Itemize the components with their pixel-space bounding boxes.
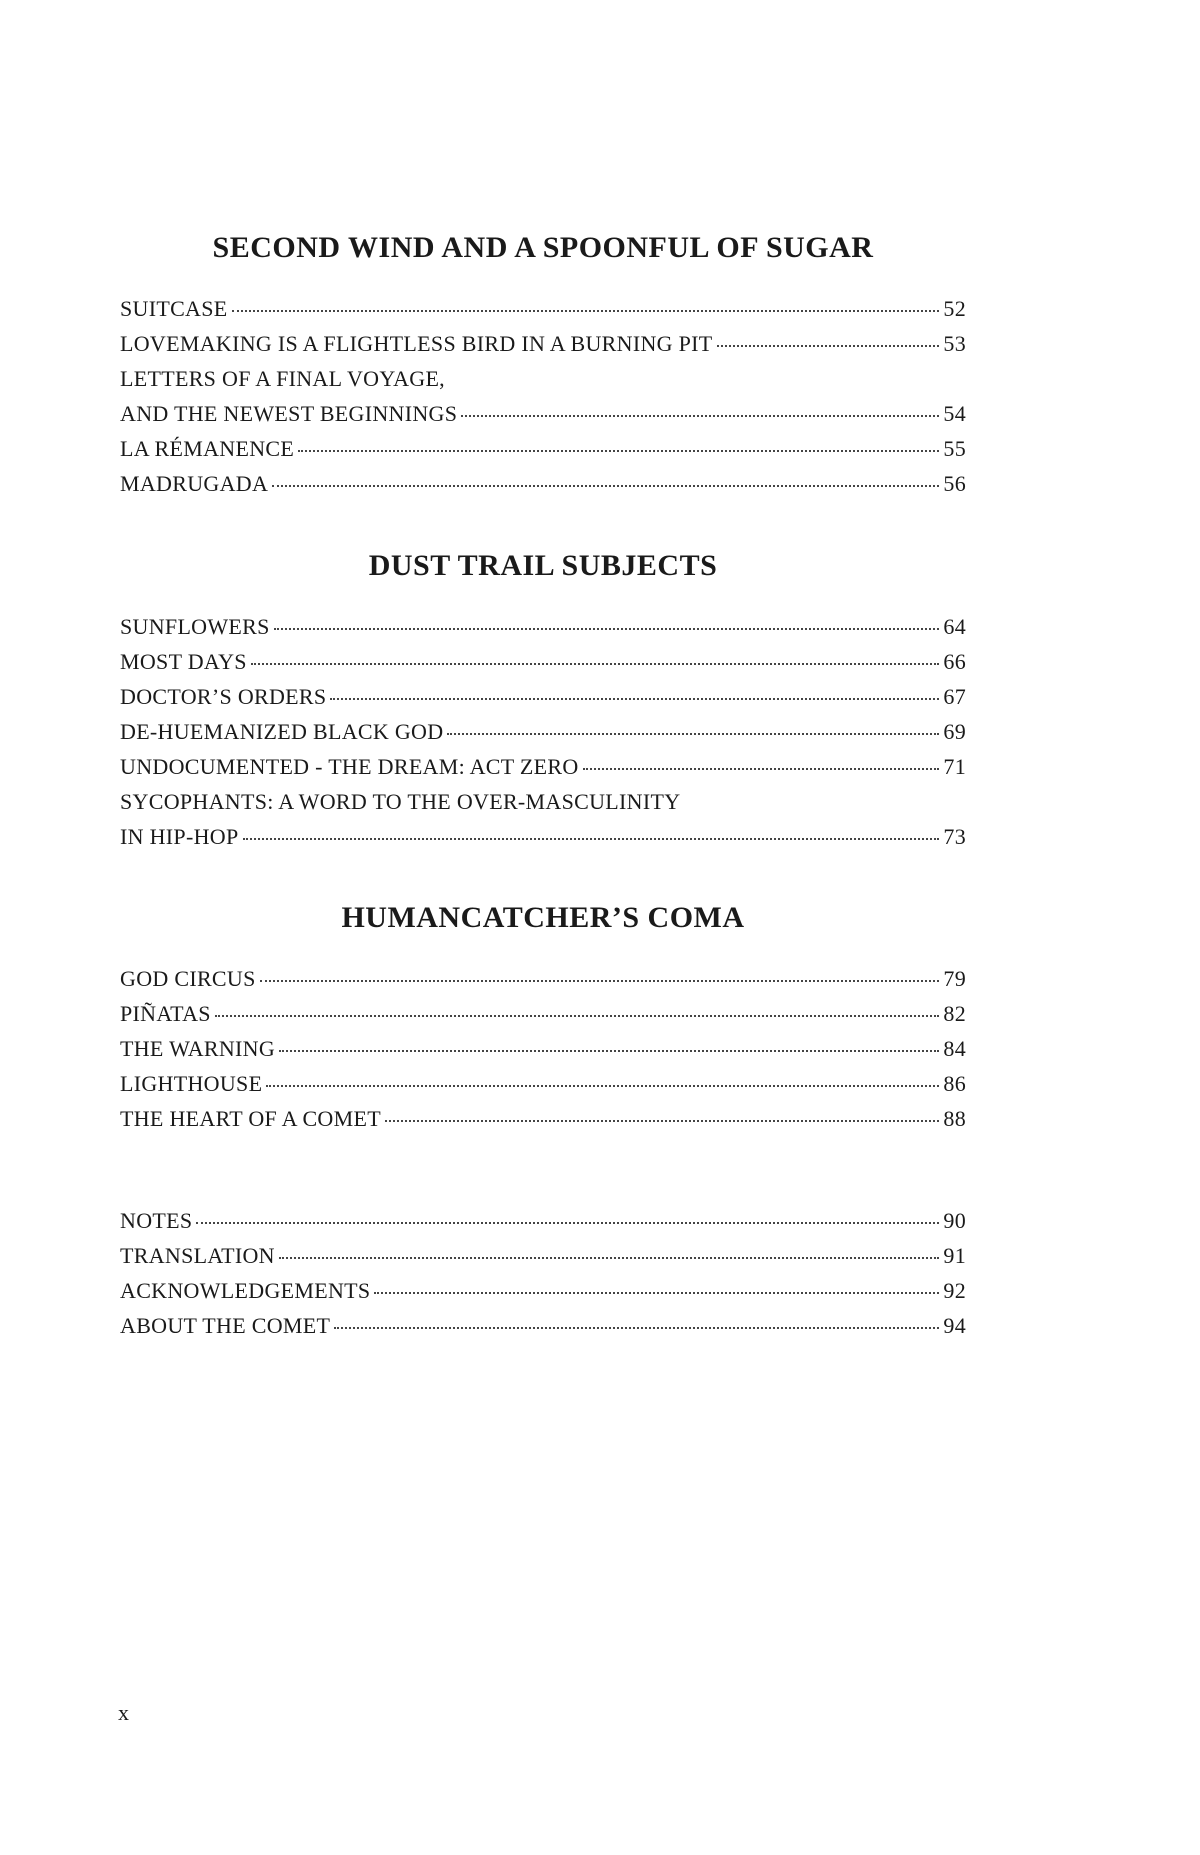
dot-leader <box>717 344 940 347</box>
page-number-footer: x <box>118 1700 129 1725</box>
entry-title: SUITCASE <box>120 296 228 321</box>
section-title: SECOND WIND AND A SPOONFUL OF SUGAR <box>212 231 874 264</box>
toc-section-dust-trail <box>120 548 966 859</box>
dot-leader <box>684 804 962 805</box>
toc-entry[interactable] <box>120 719 966 754</box>
entry-page-number: 64 <box>943 614 966 639</box>
toc-entry[interactable] <box>120 331 966 366</box>
entry-title: THE WARNING <box>120 1036 276 1061</box>
dot-leader <box>274 627 940 630</box>
toc-entry[interactable] <box>120 1036 966 1071</box>
toc-entry[interactable] <box>120 649 966 684</box>
entry-page-number: 86 <box>943 1071 966 1096</box>
toc-section-humancatcher <box>120 900 966 1141</box>
entry-title: UNDOCUMENTED - THE DREAM: ACT ZERO <box>120 754 579 779</box>
entry-title: LETTERS OF A FINAL VOYAGE, <box>120 366 445 391</box>
dot-leader <box>334 1326 939 1329</box>
entry-page-number: 71 <box>943 754 966 779</box>
dot-leader <box>374 1291 939 1294</box>
toc-entry[interactable] <box>120 1243 966 1278</box>
dot-leader <box>196 1221 939 1224</box>
toc-entry[interactable] <box>120 824 966 859</box>
entry-title: SYCOPHANTS: A WORD TO THE OVER-MASCULINITY <box>120 789 681 814</box>
toc-entry-list <box>120 966 966 1141</box>
dot-leader <box>243 837 940 840</box>
entry-title: MOST DAYS <box>120 649 247 674</box>
entry-title: GOD CIRCUS <box>120 966 256 991</box>
entry-title: LOVEMAKING IS A FLIGHTLESS BIRD IN A BURNING PIT <box>120 331 713 356</box>
dot-leader <box>298 449 939 452</box>
dot-leader <box>279 1256 940 1259</box>
entry-page-number: 91 <box>943 1243 966 1268</box>
toc-entry[interactable] <box>120 1001 966 1036</box>
toc-section-second-wind <box>120 230 966 506</box>
dot-leader <box>385 1119 939 1122</box>
entry-page-number: 82 <box>943 1001 966 1026</box>
toc-entry[interactable] <box>120 1071 966 1106</box>
dot-leader <box>279 1049 939 1052</box>
dot-leader <box>266 1084 939 1087</box>
toc-entry[interactable] <box>120 1106 966 1141</box>
entry-page-number: 56 <box>943 471 966 496</box>
toc-entry[interactable] <box>120 401 966 436</box>
dot-leader <box>583 767 940 770</box>
entry-title: DE-HUEMANIZED BLACK GOD <box>120 719 444 744</box>
dot-leader <box>260 979 940 982</box>
toc-entry[interactable] <box>120 366 966 401</box>
entry-title: MADRUGADA <box>120 471 269 496</box>
entry-title: IN HIP-HOP <box>120 824 239 849</box>
entry-page-number: 52 <box>943 296 966 321</box>
toc-entry-list <box>120 296 966 506</box>
entry-title: PIÑATAS <box>120 1001 211 1026</box>
entry-title: LIGHTHOUSE <box>120 1071 263 1096</box>
toc-entry[interactable] <box>120 471 966 506</box>
entry-page-number: 84 <box>943 1036 966 1061</box>
dot-leader <box>232 309 940 312</box>
toc-section-back-matter <box>120 1208 966 1348</box>
toc-entry-list <box>120 1208 966 1348</box>
entry-page-number: 73 <box>943 824 966 849</box>
entry-page-number: 90 <box>943 1208 966 1233</box>
entry-page-number: 79 <box>943 966 966 991</box>
entry-page-number: 88 <box>943 1106 966 1131</box>
toc-entry[interactable] <box>120 789 966 824</box>
entry-title: DOCTOR’S ORDERS <box>120 684 327 709</box>
entry-page-number: 66 <box>943 649 966 674</box>
entry-title: ACKNOWLEDGEMENTS <box>120 1278 371 1303</box>
dot-leader <box>215 1014 940 1017</box>
section-title: HUMANCATCHER’S COMA <box>341 901 745 934</box>
entry-title: THE HEART OF A COMET <box>120 1106 381 1131</box>
dot-leader <box>272 484 939 487</box>
toc-entry[interactable] <box>120 296 966 331</box>
entry-page-number: 54 <box>943 401 966 426</box>
toc-entry[interactable] <box>120 436 966 471</box>
toc-entry[interactable] <box>120 1208 966 1243</box>
dot-leader <box>461 414 939 417</box>
entry-title: AND THE NEWEST BEGINNINGS <box>120 401 458 426</box>
entry-page-number: 55 <box>943 436 966 461</box>
entry-page-number: 53 <box>943 331 966 356</box>
dot-leader <box>330 697 939 700</box>
entry-title: TRANSLATION <box>120 1243 275 1268</box>
dot-leader <box>251 662 940 665</box>
entry-title: LA RÉMANENCE <box>120 436 295 461</box>
toc-entry[interactable] <box>120 614 966 649</box>
entry-page-number: 92 <box>943 1278 966 1303</box>
toc-entry-list <box>120 614 966 859</box>
toc-entry[interactable] <box>120 684 966 719</box>
entry-page-number: 67 <box>943 684 966 709</box>
section-title: DUST TRAIL SUBJECTS <box>368 549 718 582</box>
toc-entry[interactable] <box>120 1313 966 1348</box>
dot-leader <box>447 732 939 735</box>
entry-page-number: 94 <box>943 1313 966 1338</box>
entry-page-number: 69 <box>943 719 966 744</box>
toc-entry[interactable] <box>120 1278 966 1313</box>
entry-title: SUNFLOWERS <box>120 614 270 639</box>
toc-entry[interactable] <box>120 754 966 789</box>
toc-entry[interactable] <box>120 966 966 1001</box>
entry-title: ABOUT THE COMET <box>120 1313 331 1338</box>
entry-title: NOTES <box>120 1208 193 1233</box>
dot-leader <box>449 381 962 382</box>
